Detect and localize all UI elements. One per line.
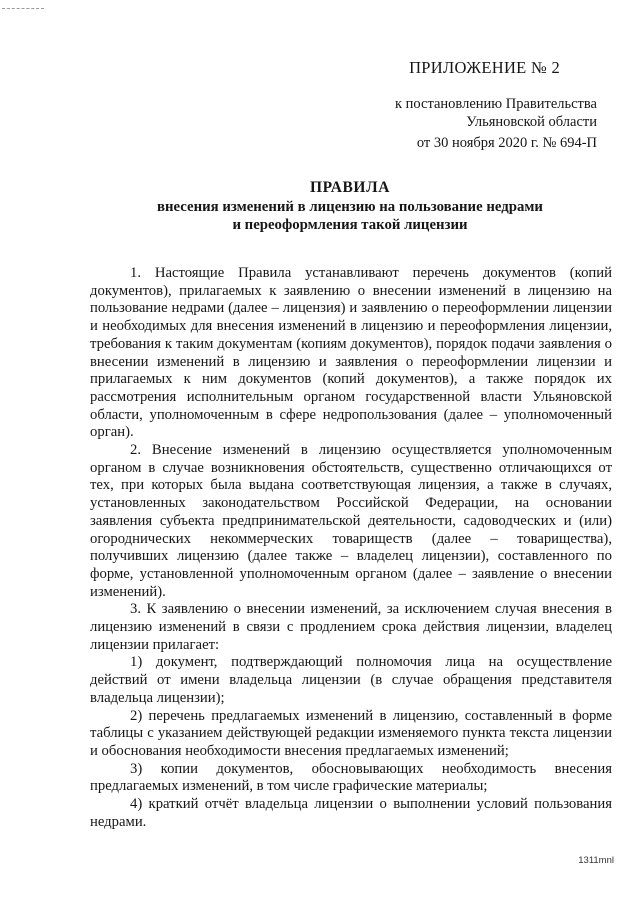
title-line-2: и переоформления такой лицензии [232,217,468,233]
list-item-1: 1) документ, подтверждающий полномочия лица на осуществление действий от имени владельца лицензии (в случае обращения представителя владельца лицензии); [90,654,612,706]
decree-reference [300,95,597,131]
title-line-1: внесения изменений в лицензию на пользование недрами [157,199,543,215]
paragraph-1: 1. Настоящие Правила устанавливают перечень документов (копий документов), прилагаемых к заявлению о внесении изменений в лицензию на пользование недрами (далее – лицензия) и заявлению о переоформлении лицензии и необходимых для внесения изменений в лицензию и переоформления лицензии, требования к таким документам (копиям документов), порядок подачи заявления о внесении изменений в лицензию и заявления о переоформлении лицензии и прилагаемых к ним документов (копий документов), а также порядок их рассмотрения исполнительным органом государственной власти Ульяновской области, уполномоченным в сфере недропользования (далее – уполномоченный орган). [90,265,612,441]
decree-reference-line-2: Ульяновской области [466,114,597,130]
paragraph-2: 2. Внесение изменений в лицензию осуществляется уполномоченным органом в случае возникновения обстоятельств, существенно отличающихся от тех, при которых была выдана соответствующая лицензия, а также в случаях, установленных законодательством Российской Федерации, на основании заявления субъекта предпринимательской деятельности, садоводческих и (или) огороднических некоммерческих товариществ (далее – товарищества), получивших лицензию (далее также – владелец лицензии), составленного по форме, установленной уполномоченным органом (далее – заявление о внесении изменений). [90,442,612,600]
decree-reference-line-1: к постановлению Правительства [395,96,597,112]
document-body [90,265,612,832]
list-item-2: 2) перечень предлагаемых изменений в лицензию, составленный в форме таблицы с указанием действующей редакции изменяемого пункта текста лицензии и обоснования необходимости внесения предлагаемых изменений; [90,707,612,759]
list-item-4: 4) краткий отчёт владельца лицензии о выполнении условий пользования недрами. [90,796,612,830]
document-code: 1311mnl [578,855,614,866]
decree-date: от 30 ноября 2020 г. № 694-П [416,135,597,151]
document-title [90,178,610,234]
paragraph-3: 3. К заявлению о внесении изменений, за исключением случая внесения в лицензию изменений в связи с продлением срока действия лицензии, владелец лицензии прилагает: [90,601,612,653]
appendix-heading: ПРИЛОЖЕНИЕ № 2 [409,58,560,77]
title-main: ПРАВИЛА [309,179,391,196]
scan-corner-mark [2,8,44,9]
list-item-3: 3) копии документов, обосновывающих необходимость внесения предлагаемых изменений, в том числе графические материалы; [90,760,612,795]
